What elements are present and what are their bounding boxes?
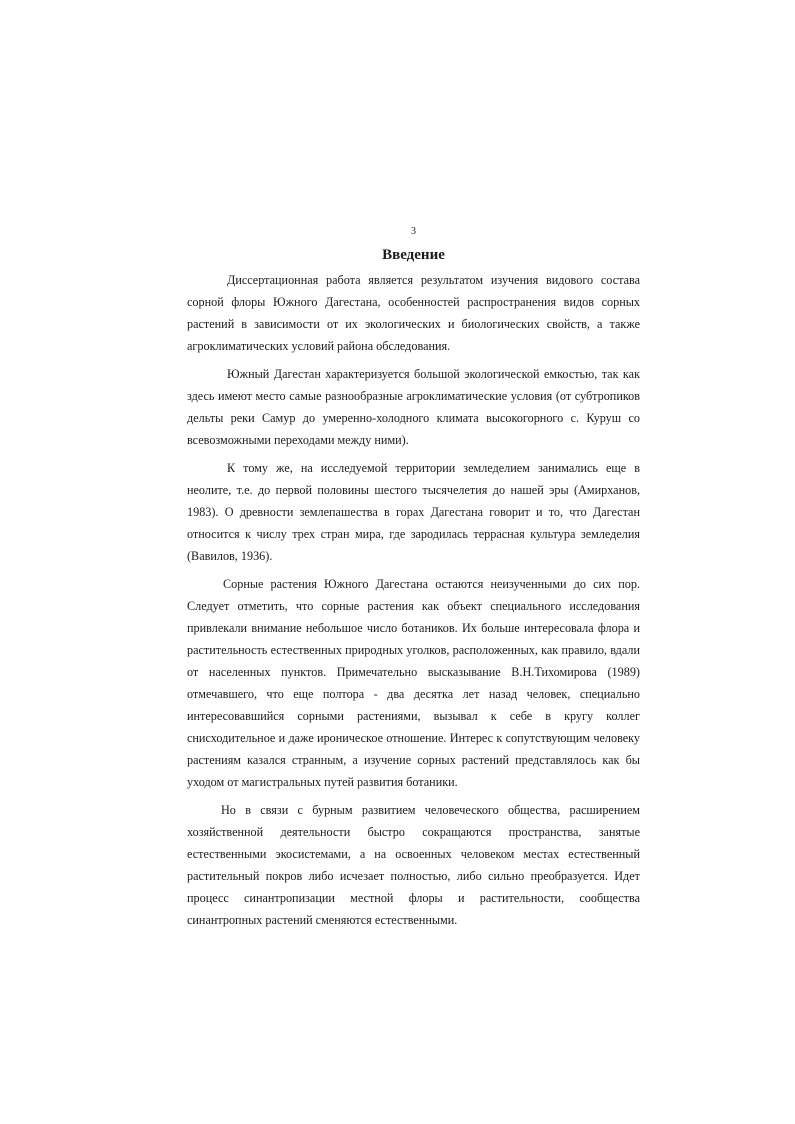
paragraph-2: Южный Дагестан характеризуется большой экологической емкостью, так как здесь имеют место самые разнообразные агроклиматические условия (от субтропиков дельты реки Самур до умеренно-холодного климата высокогорного с. Куруш со всевозможными переходами между ними). — [187, 367, 640, 447]
page-content — [187, 226, 640, 937]
section-heading: Введение — [382, 247, 445, 263]
paragraph-5: Но в связи с бурным развитием человеческого общества, расширением хозяйственной деятельности быстро сокращаются пространства, занятые естественными экосистемами, а на освоенных человеком местах естественный растительный покров либо исчезает полностью, либо сильно преобразуется. Идет процесс синантропизации местной флоры и растительности, сообщества синантропных растений сменяются естественными. — [187, 803, 640, 927]
paragraph-3: К тому же, на исследуемой территории земледелием занимались еще в неолите, т.е. до первой половины шестого тысячелетия до нашей эры (Амирханов, 1983). О древности землепашества в горах Дагестана говорит и то, что Дагестан относится к числу трех стран мира, где зародилась террасная культура земледелия (Вавилов, 1936). — [187, 461, 640, 563]
paragraph-1: Диссертационная работа является результатом изучения видового состава сорной флоры Южного Дагестана, особенностей распространения видов сорных растений в зависимости от их экологических и биологических свойств, а также агроклиматических условий района обследования. — [187, 273, 640, 353]
page-number: 3 — [411, 226, 416, 237]
paragraph-4: Сорные растения Южного Дагестана остаются неизученными до сих пор. Следует отметить, что сорные растения как объект специального исследования привлекали внимание небольшое число ботаников. Их больше интересовала флора и растительность естественных природных уголков, расположенных, как правило, вдали от населенных пунктов. Примечательно высказывание В.Н.Тихомирова (1989) отмечавшего, что еще полтора - два десятка лет назад человек, специально интересовавшийся сорными растениями, вызывал к себе в кругу коллег снисходительное и даже ироническое отношение. Интерес к сопутствующим человеку растениям казался странным, а изучение сорных растений представлялось как бы уходом от магистральных путей развития ботаники. — [187, 577, 640, 789]
